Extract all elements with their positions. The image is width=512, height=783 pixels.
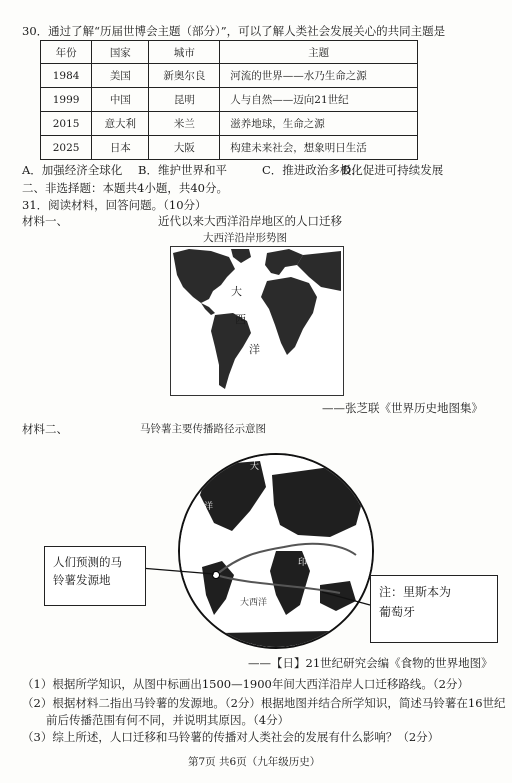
cell-year: 2015: [41, 112, 92, 136]
question-31-2: （2）根据材料二指出马铃薯的发源地。（2分）根据地图并结合所学知识，简述马铃薯在16世纪: [22, 696, 506, 710]
atlantic-label-2: 西: [235, 313, 246, 326]
cell-city: 新奥尔良: [149, 64, 220, 88]
cell-country: 日本: [92, 136, 149, 160]
atlantic-label-3: 洋: [249, 343, 260, 356]
note-callout-line-2: 葡萄牙: [379, 605, 416, 619]
cell-country: 中国: [92, 88, 149, 112]
origin-callout-line-1: 人们预测的马: [53, 555, 122, 569]
material-1-label: 材料一、: [22, 214, 68, 228]
cell-year: 2025: [41, 136, 92, 160]
header-city: 城市: [149, 41, 220, 64]
cell-theme: 人与自然——迈向21世纪: [220, 88, 418, 112]
note-callout: [370, 575, 498, 643]
option-a: A．加强经济全球化: [22, 163, 123, 177]
question-30-stem: 30．通过了解“历届世博会主题（部分）”，可以了解人类社会发展关心的共同主题是: [22, 24, 446, 38]
section-2-title: 二、非选择题：本题共4小题，共40分。: [22, 181, 228, 195]
ocean-label-pacific: 太平洋: [186, 502, 214, 512]
question-31-3: （3）综上所述，人口迁移和马铃薯的传播对人类社会的发展有什么影响？（2分）: [22, 730, 440, 744]
cell-city: 米兰: [149, 112, 220, 136]
cell-theme: 河流的世界——水乃生命之源: [220, 64, 418, 88]
cell-country: 美国: [92, 64, 149, 88]
cell-year: 1999: [41, 88, 92, 112]
cell-city: 大阪: [149, 136, 220, 160]
origin-callout: [44, 546, 146, 606]
material-1-map-title: 大西洋沿岸形势图: [203, 232, 287, 244]
option-c: C．推进政治多极化: [262, 163, 363, 177]
ocean-label-top: 大 洋: [250, 462, 271, 472]
cell-theme: 构建未来社会，想象明日生活: [220, 136, 418, 160]
header-country: 国家: [92, 41, 149, 64]
cell-year: 1984: [41, 64, 92, 88]
header-theme: 主题: [220, 41, 418, 64]
question-31-stem: 31．阅读材料，回答问题。（10分）: [22, 198, 207, 212]
question-31-2-cont: 前后传播范围有何不同，并说明其原因。（4分）: [46, 713, 290, 727]
atlantic-label-1: 大: [231, 285, 242, 298]
material-1-source: ——张芝联《世界历史地图集》: [322, 401, 483, 415]
option-d: D．促进可持续发展: [342, 163, 444, 177]
cell-theme: 滋养地球，生命之源: [220, 112, 418, 136]
option-b: B．维护世界和平: [138, 163, 227, 177]
material-2-source: ——【日】21世纪研究会编《食物的世界地图》: [248, 656, 493, 670]
material-1-caption: 近代以来大西洋沿岸地区的人口迁移: [158, 214, 342, 228]
page-footer: 第7页 共6页（九年级历史）: [188, 756, 321, 768]
note-callout-line-1: 注：里斯本为: [379, 585, 452, 599]
cell-country: 意大利: [92, 112, 149, 136]
ocean-label-indian: 印 度 洋: [298, 558, 331, 568]
header-year: 年份: [41, 41, 92, 64]
question-31-1: （1）根据所学知识，从图中标画出1500—1900年间大西洋沿岸人口迁移路线。（2分）: [22, 677, 469, 691]
origin-callout-line-2: 铃薯发源地: [53, 573, 111, 587]
right-connector-line: [322, 592, 370, 605]
cell-city: 昆明: [149, 88, 220, 112]
material-2-map-title: 马铃薯主要传播路径示意图: [140, 423, 266, 435]
material-2-label: 材料二、: [22, 422, 68, 436]
ocean-label-atlantic: 大西洋: [240, 598, 268, 608]
